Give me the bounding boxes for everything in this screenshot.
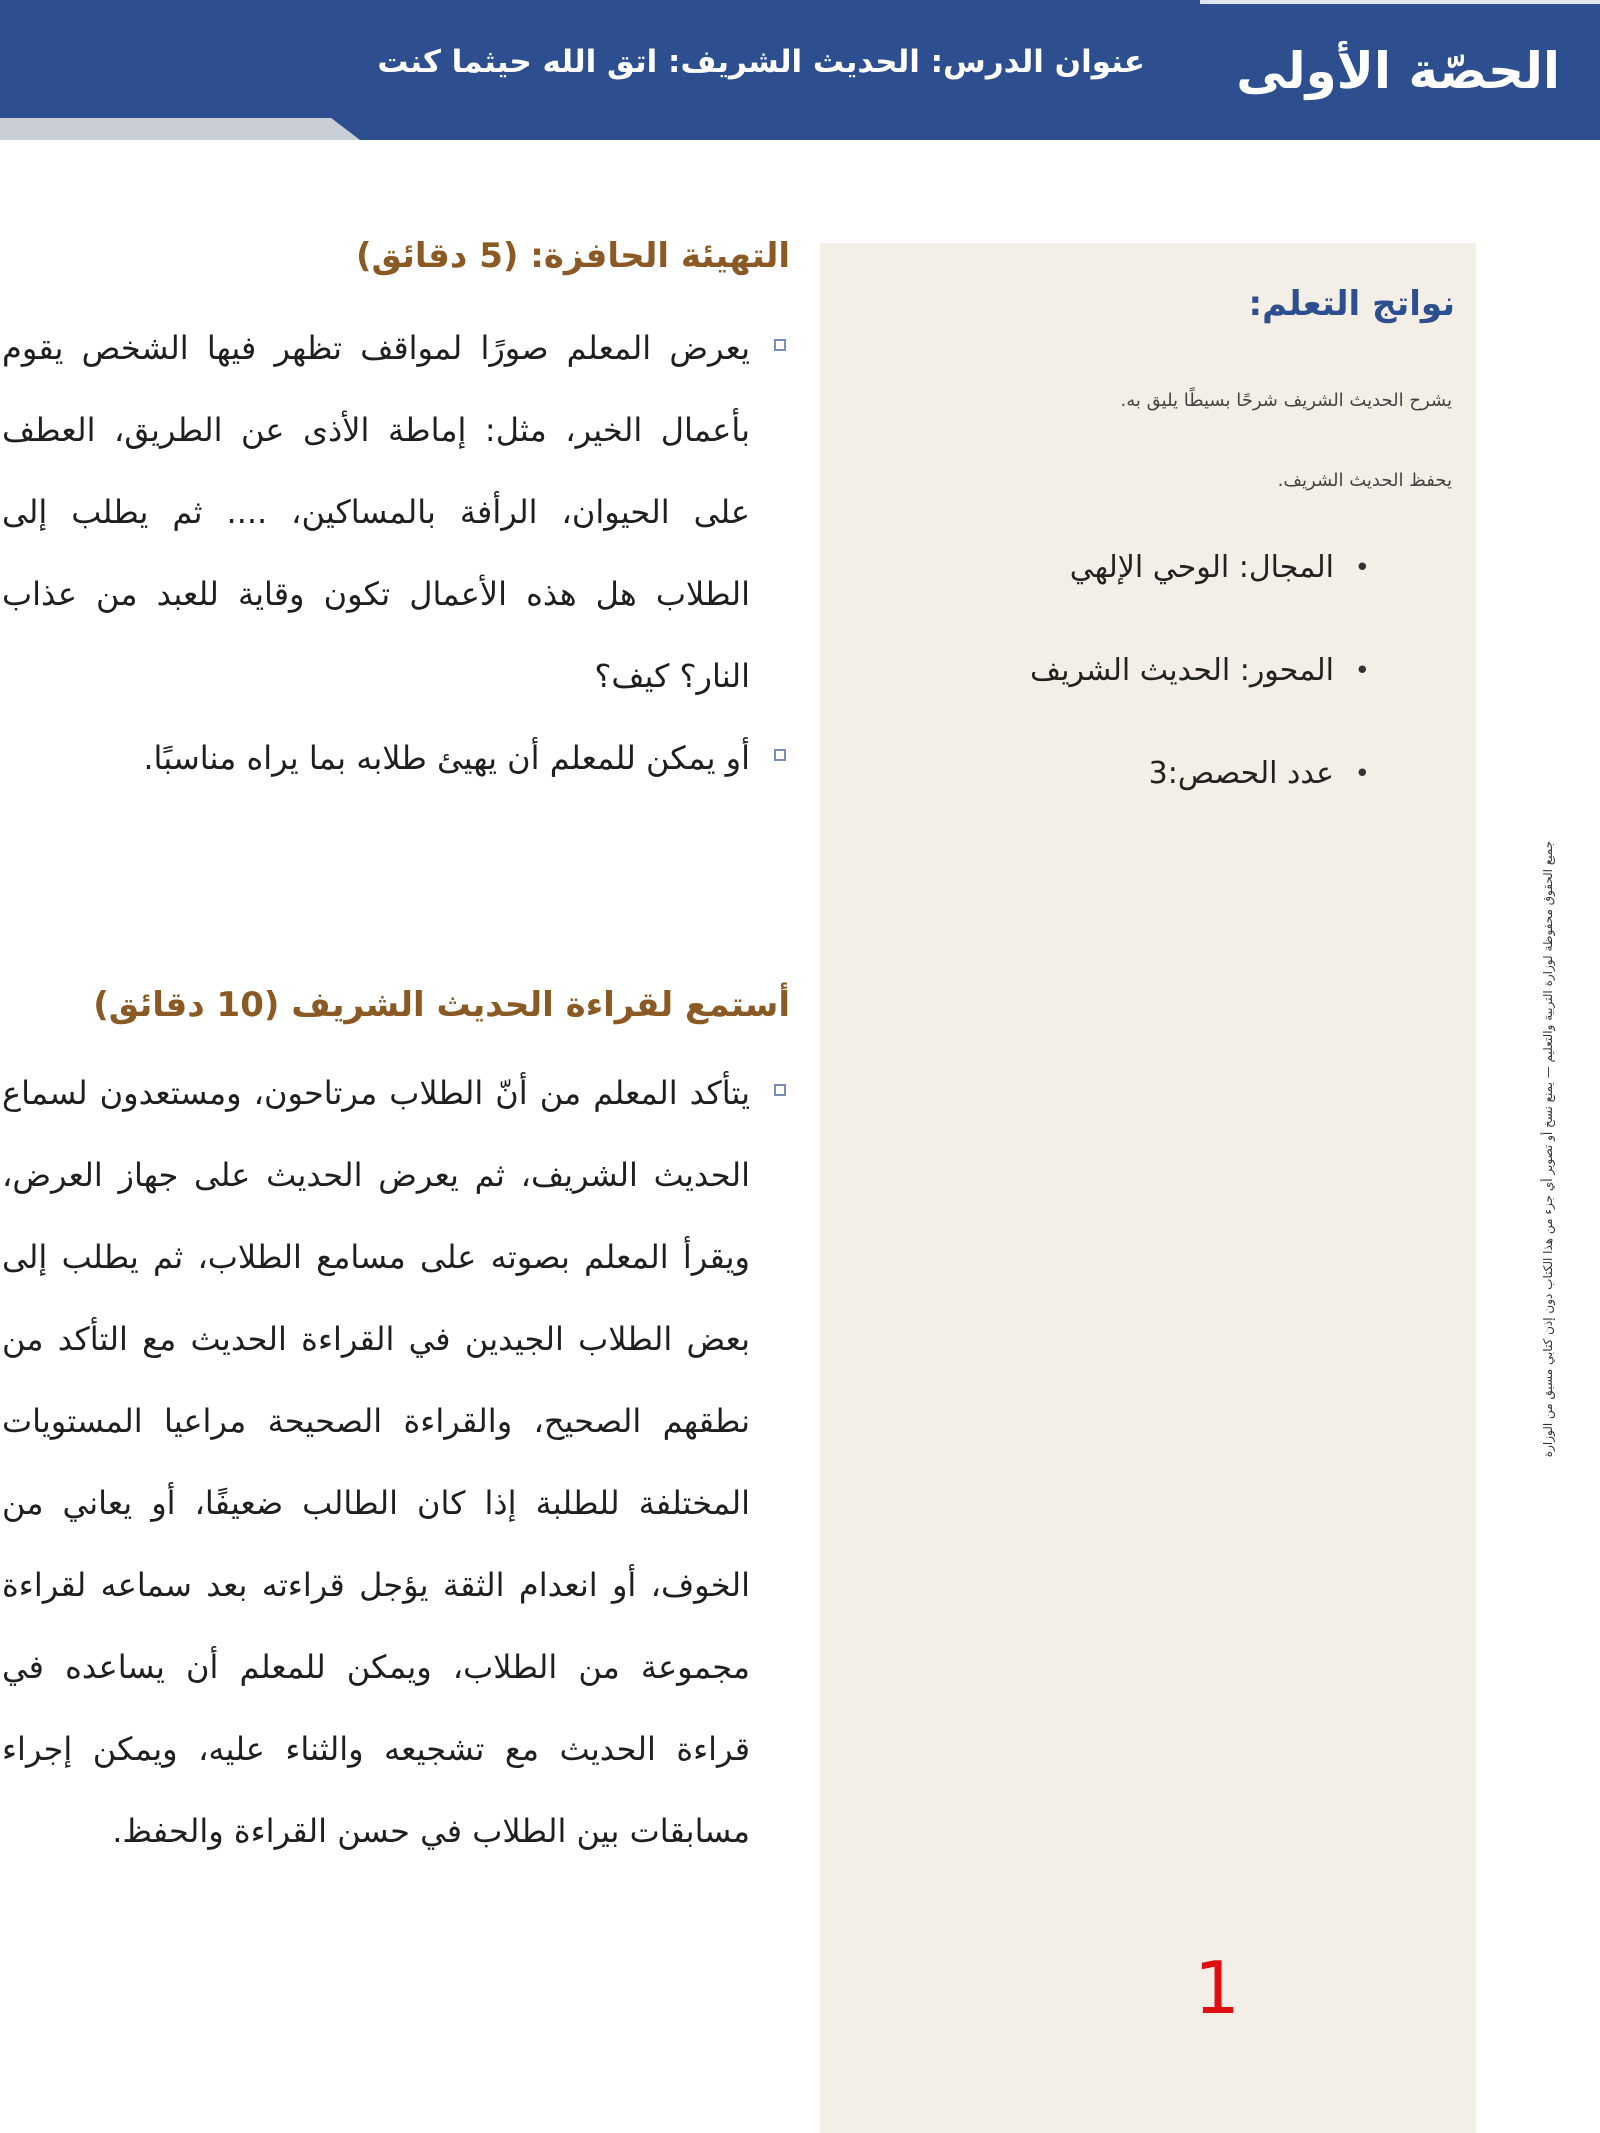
bullet-item: أو يمكن للمعلم أن يهيئ طلابه بما يراه مناسبًا. [2, 717, 792, 799]
lesson-info-list [1030, 548, 1370, 857]
outcome-item: يشرح الحديث الشريف شرحًا بسيطًا يليق به. [1120, 390, 1452, 411]
info-axis: • المحور: الحديث الشريف [1030, 651, 1370, 754]
header-top-line [1200, 0, 1600, 4]
info-domain: • المجال: الوحي الإلهي [1030, 548, 1370, 651]
outcomes-title: نواتج التعلم: [1248, 284, 1455, 324]
lesson-title: عنوان الدرس: الحديث الشريف: اتق الله حيثما كنت [377, 44, 1145, 80]
section-heading-listening: أستمع لقراءة الحديث الشريف (10 دقائق) [93, 985, 790, 1025]
page-number: 1 [1194, 1946, 1240, 2030]
info-periods-count: • عدد الحصص:3 [1030, 754, 1370, 857]
outcome-item: يحفظ الحديث الشريف. [1277, 470, 1452, 491]
bullet-item: يتأكد المعلم من أنّ الطلاب مرتاحون، ومستعدون لسماع الحديث الشريف، ثم يعرض الحديث على جهاز العرض، ويقرأ المعلم بصوته على مسامع الطلاب، ثم يطلب إلى بعض الطلاب الجيدين في القراءة الحديث مع التأكد من نطقهم الصحيح، والقراءة الصحيحة مراعيا المستويات المختلفة للطلبة إذا كان الطالب ضعيفًا، أو يعاني من الخوف، أو انعدام الثقة يؤجل قراءته بعد سماعه لقراءة مجموعة من الطلاب، ويمكن للمعلم أن يساعده في قراءة الحديث مع تشجيعه والثناء عليه، ويمكن إجراء مسابقات بين الطلاب في حسن القراءة والحفظ. [2, 1052, 792, 1872]
section-warmup-bullets [2, 307, 792, 799]
bullet-item: يعرض المعلم صورًا لمواقف تظهر فيها الشخص يقوم بأعمال الخير، مثل: إماطة الأذى عن الطريق، العطف على الحيوان، الرأفة بالمساكين، .... ثم يطلب إلى الطلاب هل هذه الأعمال تكون وقاية للعبد من عذاب النار؟ كيف؟ [2, 307, 792, 717]
section-listening-bullets [2, 1052, 792, 1872]
header-shade-tab [0, 118, 360, 140]
vertical-copyright-note [1540, 405, 1556, 1895]
section-heading-warmup: التهيئة الحافزة: (5 دقائق) [355, 236, 790, 276]
side-panel [820, 243, 1476, 2133]
vertical-copyright-text: جميع الحقوق محفوظة لوزارة التربية والتعليم — يمنع نسخ أو تصوير أي جزء من هذا الكتاب دون إذن كتابي مسبق من الوزارة [1541, 840, 1555, 1458]
period-title: الحصّة الأولى [1236, 42, 1560, 100]
header-bar [0, 0, 1600, 140]
